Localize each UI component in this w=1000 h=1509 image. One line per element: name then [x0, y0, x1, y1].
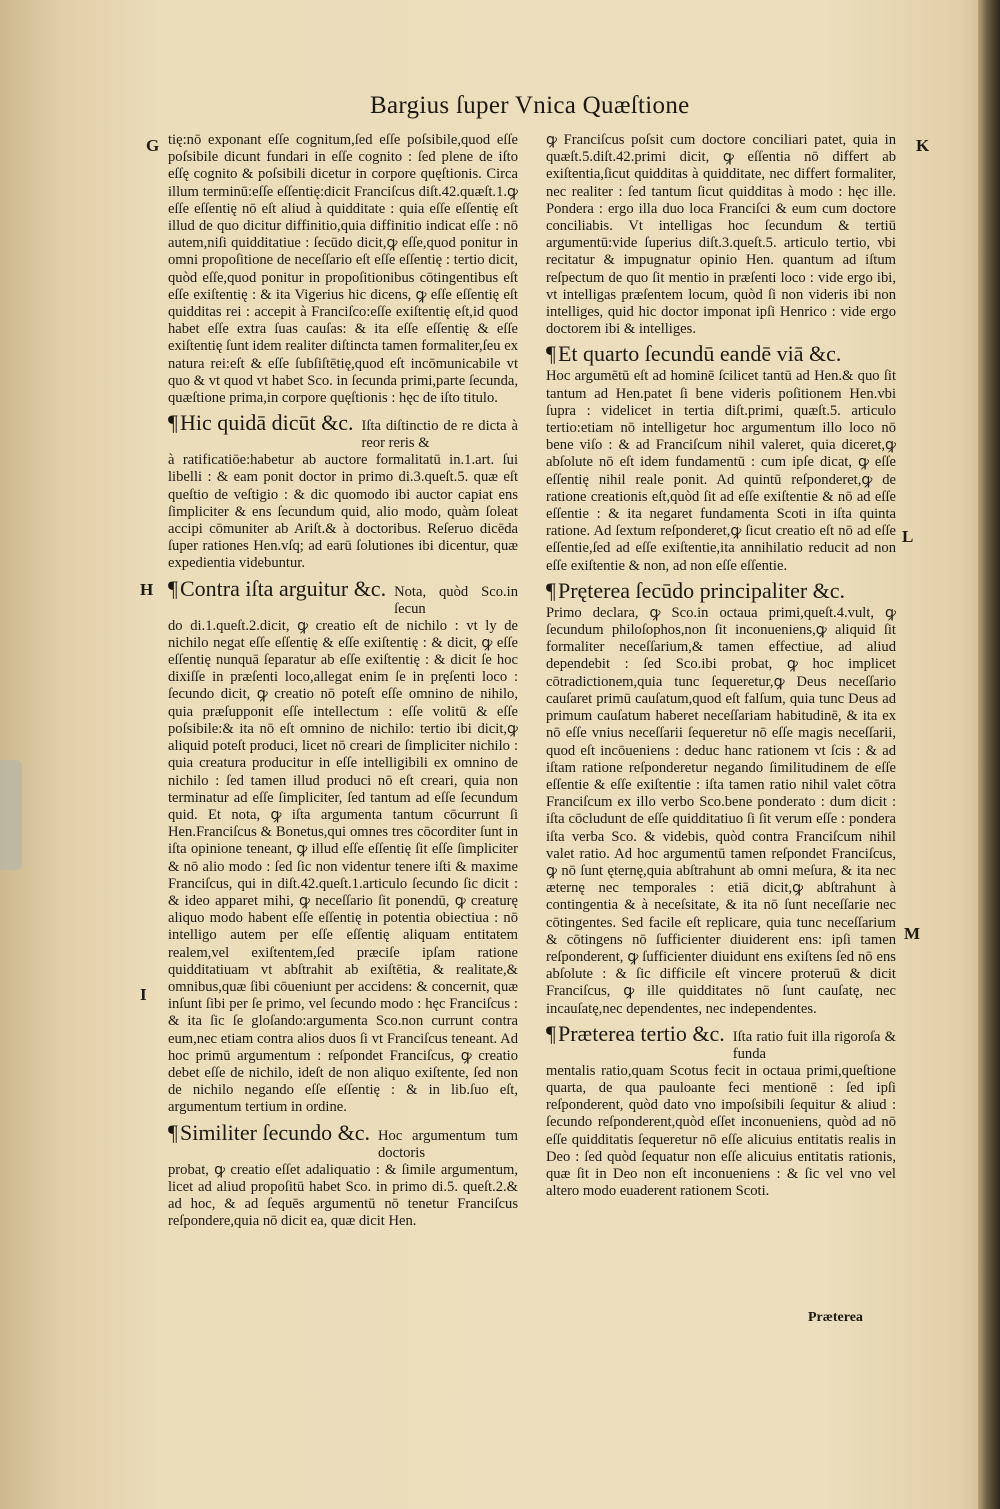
right-heading-3-tail: Iſta ratio fuit illa rigoroſa & funda [732, 1028, 896, 1062]
pilcrow-icon: ¶ [168, 410, 178, 436]
left-heading-2 [168, 575, 518, 618]
left-heading-3-text: Similiter ſecundo &c. [179, 1119, 370, 1145]
left-column [168, 132, 518, 1230]
pilcrow-icon: ¶ [168, 1119, 178, 1145]
running-title: Bargius ſuper Vnica Quæſtione [370, 92, 690, 119]
right-paragraph-4: mentalis ratio,quam Scotus fecit in octaua primi,queſtione quarta, de qua pauloante feci mentionē : ſed ipſi reſponderent, quòd dato vno impoſsibili ſequitur & aliud : ſecundo reſponderent,quòd eſſet inconueniens, quòd ad nō eſſe quidditatis ſequeretur nō eſſe alicuius entitatis realis in Deo : ſed quòd ſequatur non eſſe alicuius entitatis rationis, quæ ſit in Deo non eſt inconueniens : & ſic vel vno vel altero modo euaderent rationem Scoti. [546, 1062, 896, 1200]
left-paragraph-1: tię:nō exponant eſſe cognitum,ſed eſſe poſsibile,quod eſſe poſsibile dicunt fundari in eſſe cognito : ſed plene de iſto eſſę cognito & poſsibili dicetur in corpore quęſtionis. Circa illum terminū:eſſe eſſentię:dicit Franciſcus diſt.42.quæſt.1.ꝙ eſſe eſſentię nō eſt aliud à quidditate : quia eſſe eſſentię eſt illud de quo dicitur diffinitio,quia diffinitio indicat eſſe : nō autem,niſi quidditatiue : ſecūdo dicit,ꝙ eſſe,quod ponitur in omni propoſitione de neceſſario eſt eſſe eſſentię : tertio dicit, quòd eſſe,quod ponitur in propoſitionibus cōtingentibus eſt eſſe exiſtentię : & ita Vigerius hic dicens, ꝙ eſſe eſſentię eſt quidditas rei : accepit à Franciſco:eſſe exiſtentię eſt,id quod habet eſſe extra ſuas cauſas: & ita eſſe eſſentię & eſſe exiſtentię ſunt idem realiter diſtincta tamen formaliter,ſeu ex natura rei:eſt & eſſe ſubſiſtētię,quod eſt incōmunicabile vt quo & vt quod vt habet Sco. in ſecunda primi,parte ſecunda, quæſtione prima,in corpore quęſtionis : hęc de iſto titulo. [168, 132, 518, 407]
page-tab [0, 760, 22, 870]
pilcrow-icon: ¶ [546, 577, 556, 603]
pilcrow-icon: ¶ [546, 341, 556, 367]
right-heading-1 [546, 340, 896, 368]
right-paragraph-3: Primo declara, ꝙ Sco.in octaua primi,queſt.4.vult, ꝙ ſecundum philoſophos,non ſit inconueniens,ꝙ aliquid ſit formaliter neceſſarium,& tamen effectiue, ad aliud dependebit : ſed Sco.ibi probat, ꝙ hoc implicet cōtradictionem,quia tunc ſequeretur,ꝙ Deus neceſſario cauſaret primū cauſatum,quod eſt falſum, quia tunc Deus ad primum cauſatum haberet neceſſariam habitudinē, & ita ex nō eſſe vnius neceſſarii ſequeretur nō eſſe magis neceſſarii, quod eſt incōueniens : deduc hanc rationem vt ſcis : & ad iſtam ratione reſponderetur negando ſimilitudinem de eſſe eſſentie & eſſe exiſtentie : iſta tamen ratio nihil valet cōtra Franciſcum ex illo verbo Sco.bene ponderato : dum dicit : iſta cōcludunt de eſſe quidditatiuo ſi ſit verum eſſe : pondera iſta verba Sco. & videbis, quòd contra Franciſcum nihil valet ratio. Ad hoc argumentū tamen reſpondet Franciſcus, ꝙ nō ſunt ęternę,quia abſtrahunt ab omni meſura, & ita nec æternę nec temporales : etiā dicit,ꝙ abſtrahunt à contingentia & à neceſsitate, & ita nō ſunt neceſſarie nec cōtingentes. Sed facile eſt replicare, quia tunc neceſſarium & cōtingens nō ſufficienter diuiderent ens: ipſi tamen reſponderent, ꝙ ſufficienter diuidunt ens exiſtens ſed nō ens abſolute : & ſic difficile eſt vincere proteruū & dicit Franciſcus, ꝙ ille quidditates nō ſunt cauſatę, nec incauſatę,nec dependentes, nec independentes. [546, 604, 896, 1017]
left-heading-1-text: Hic quidā dicūt &c. [179, 410, 354, 436]
catchword: Præterea [808, 1310, 863, 1325]
right-heading-2 [546, 577, 896, 605]
left-paragraph-4: probat, ꝙ creatio eſſet adaliquatio : & ſimile argumentum, licet ad aliud propoſitū habet Sco. in primo di.5. queſt.2.& ad hoc, & ad ſequēs argumentū nō tenetur Franciſcus reſpondere,quia nō dicit ea, quæ dicit Hen. [168, 1161, 518, 1230]
margin-letter-g: G [146, 136, 160, 155]
right-paragraph-2: Hoc argumētū eſt ad hominē ſcilicet tantū ad Hen.& quo ſit tantum ad Hen.patet ſi bene videris poſitionem Hen.vbi ſupra : videlicet in tertia diſt.primi, quæſt.5. articulo tertio:etiam nō intelligetur hoc argumentum illo loco nō bene viſo : & ad Franciſcum nihil valeret, quia diceret,ꝙ abſolute nō eſt idem fundamentū : cum ipſe dicat, ꝙ eſſe eſſentię nihil reale ponit. Ad quintū reſponderet,ꝙ de ratione creationis eſt,quòd ſit ad eſſe exiſtentie & nō ad eſſe eſſentie : & ita negaret fundamenta Scoti in iſta quinta ratione. Ad ſextum reſponderet,ꝙ ſicut creatio eſt nō ad eſſe eſſentie,ſed ad eſſe exiſtentie,ita annihilatio reducit ad non eſſe exiſtentie & non, ad non eſſe eſſentie. [546, 368, 896, 574]
right-heading-3-text: Præterea tertio &c. [557, 1020, 725, 1046]
right-heading-1-text: Et quarto ſecundū eandē viā &c. [557, 341, 842, 367]
pilcrow-icon: ¶ [168, 575, 178, 601]
pilcrow-icon: ¶ [546, 1020, 556, 1046]
left-heading-1 [168, 409, 518, 452]
right-heading-2-text: Pręterea ſecūdo principaliter &c. [557, 577, 846, 603]
margin-letter-l: L [902, 527, 914, 546]
left-paragraph-3: do di.1.queſt.2.dicit, ꝙ creatio eſt de nichilo : vt ly de nichilo negat eſſe eſſentię & eſſe exiſtentię : & dicit, ꝙ eſſe eſſentię nunquā ſeparatur ab eſſe exiſtentię : & dicit ſe hoc dixiſſe in præſenti loco,allegat enim ſe in pręſenti loco : ſecundo dicit, ꝙ creatio nō poteſt eſſe omnino de nihilo, quia præſupponit eſſe intellectum : eſſe volitū & eſſe poſsibile:& ita nō eſt omnino de nichilo: tertio ibi dicit,ꝙ aliquid poteſt produci, licet nō creari de ſimpliciter nichilo : quia creatura producitur in eſſe intelligibili ex omnino de nichilo : ſed tamen illud produci nō eſt creari, quia non terminatur ad eſſe ſimpliciter, ſed tantum ad eſſe ſecundum quid. Et nota, ꝙ iſta argumenta tantum cōcurrunt ſi Hen.Franciſcus & Bonetus,qui omnes tres cōcorditer ſunt in iſta opinione teneant, ꝙ illud eſſe eſſentię ſit eſſe ſimpliciter & nō alio modo : ſed ſic non videntur tenere iſti & maxime Franciſcus, qui in diſt.42.queſt.1.articulo ſecundo ſic dicit : & ideo apparet mihi, ꝙ neceſſario ſit ponendū, ꝙ creaturę aliquo modo habent eſſe eſſentię in potentia obiectiua : nō intelligo autem per eſſe eſſentię aliquam entitatem realem,vel exiſtentem,ſed præciſe ipſam ratione quidditatiuam vt abſtrahit ab exiſtētia, & realitate,& omnibus,quæ ſibi cōueniunt per accidens: & concernit, quæ inſunt ſibi per ſe primo, vel ſecundo modo : hęc Franciſcus : & ita ſic ſe gloſando:argumenta Sco.non currunt contra eum,nec etiam contra alios duos ſi vt Franciſcus teneant. Ad hoc primū argumentum : reſpondet Franciſcus, ꝙ creatio debet eſſe de nichilo, ideſt de non aliquo exiſtente, ſed non de nichilo negando eſſe eſſentię : & in lib.ſuo eſt, argumentum tertium in ordine. [168, 617, 518, 1116]
right-column [546, 132, 896, 1200]
margin-letter-m: M [904, 924, 921, 943]
left-heading-1-tail: Iſta diſtinctio de re dicta à reor reris & [361, 418, 518, 452]
left-heading-2-tail: Nota, quòd Sco.in ſecun [394, 583, 518, 617]
left-heading-3-tail: Hoc argumentum tum doctoris [378, 1127, 518, 1161]
margin-letter-h: H [140, 580, 154, 599]
left-paragraph-2: à ratificatiōe:habetur ab auctore formalitatū in.1.art. ſui libelli : & eam ponit doctor in primo di.3.queſt.5. quæ eſt queſtio de veſtigio : & dic quomodo ibi auctor capiat ens ſimpliciter & ens ſecundum quid, alio modo, quàm ſoleat accipi cōmuniter ab Ariſt.& à doctoribus. Reſeruo dicēda ſuper rationes Hen.vſq; ad earū ſolutiones ibi dicentur, quæ expedientia videbuntur. [168, 452, 518, 572]
margin-letter-i: I [140, 985, 147, 1004]
right-heading-3 [546, 1020, 896, 1063]
margin-letter-k: K [916, 136, 930, 155]
left-heading-2-text: Contra iſta arguitur &c. [179, 575, 387, 601]
right-paragraph-1: ꝙ Franciſcus poſsit cum doctore conciliari patet, quia in quæſt.5.diſt.42.primi dicit, ꝙ eſſentia nō differt ab exiſtentia,ſicut quidditas à quidditate, nec differt formaliter, nec realiter : ſed tantum ſicut quidditas à modo : hęc ille. Pondera : ergo illa duo loca Franciſci & eum cum doctore conciliabis. Vt intelligas hoc ſecundum & tertiū argumentū:vide ſuperius diſt.3.queſt.5. articulo tertio, vbi recitatur & impugnatur opinio Hen. quantum ad iſtum reſpectum de quo ſit mentio in præſenti loco : vide ergo ibi, vt intelligas præſentem locum, quòd ſi non videris ibi non intelliges, quid hic doctor imponat ipſi Henrico : vide ergo doctorem ibi & intelliges. [546, 132, 896, 338]
book-gutter [978, 0, 1000, 1509]
left-heading-3 [168, 1119, 518, 1162]
